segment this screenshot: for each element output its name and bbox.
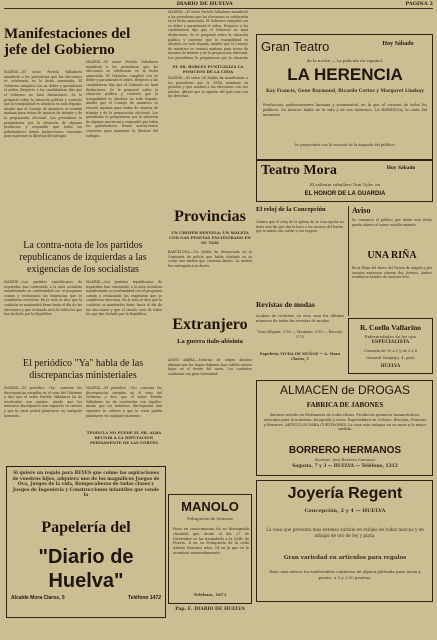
manolo-sub: Peluquería de Señoras	[187, 516, 233, 521]
provincias-subtitle: UN CHOFER DESVELA; UN MALETA CON GAS PESETAS ENCONTRADO EN SU TAXI	[169, 230, 251, 245]
article-contra-nota-col1	[4, 280, 82, 352]
column-divider	[348, 206, 349, 316]
mora-film: El valiente caballero Tom Tyler, en	[309, 182, 381, 187]
teatro-note: Se proyectará con la ovación de la mayoría del público.	[294, 143, 396, 147]
headline-modas: Revistas de modas	[256, 300, 315, 309]
article-aviso-body: Se comunica al público que desde esta fecha queda abierto el nuevo establecimiento.	[352, 218, 432, 227]
papeleria-address: Alcalde Mora Claros, 5	[11, 595, 65, 601]
headline-periodico-ya: El periódico "Ya" habla de las discrepancias ministeriales	[22, 358, 144, 381]
headline-reloj: El reloj de la Concepción	[256, 206, 326, 213]
article-provincias-body: BARCELONA.—Un chófer ha denunciado en la Comisaría de policía que había olvidado en su coche una maleta que contenía dinero. La maleta fue entregada a su dueño.	[168, 250, 252, 268]
article-rina	[352, 266, 432, 312]
ad-joyeria	[256, 480, 433, 602]
headline-robles: EL SR. ROBLES PUNTUALIZA LA POSICION DE LA CEDA	[172, 64, 244, 74]
ad-drogas	[256, 380, 433, 476]
teatro-desc: Producción poderosamente humana y sentimental, en la que el corazón de todos los públicos. Su interior habla de la vida y de sus misterios. LA HERENCIA, la cinta del momento.	[263, 103, 427, 117]
article-manifestaciones-col2	[86, 60, 158, 240]
manolo-phone: Teléfono, 1871	[193, 592, 227, 597]
article-rina-body: En la Plaza del Barco del Puerto de Alagón y por asuntos amorosos riñeron dos jóvenes. Ambos resultaron heridos de carácter leve.	[352, 266, 432, 280]
drogas-body: Extenso surtido en Perfumería de todas clases. Productos químicos farmacéuticos. Artículos para la industria, fotografía y otros. Especialidad en Colores, Brochas, Pinturas y Barnices. ARTICULOS PARA CURTIDORES. La casa más antigua en su ramo y la mejor surtida.	[263, 413, 427, 432]
article-manifestaciones-col1	[4, 70, 82, 240]
coello-city: HUELVA	[380, 363, 401, 368]
article-mid-top-body: MADRID.—El señor Portela Valladares manifestó a los periodistas que las elecciones se celebrarán en la fecha anunciada. El Gobierno cumplirá con su deber y garantizará el orden. Respecto a las candidaturas dijo que el Gobierno no hará distinciones. Se le preguntó sobre la situación política y contestó que la tranquilidad es absoluta en toda España. Añadió que el Consejo de ministros se reunirá mañana para tratar de asuntos de trámite y de la preparación electoral. Los periodistas le preguntaron por la situación	[168, 10, 248, 60]
ad-gran-teatro	[256, 34, 433, 160]
manolo-title: MANOLO	[181, 499, 239, 514]
teatro-title: Gran Teatro	[261, 39, 330, 54]
teatro-date: Hoy Sábado	[382, 41, 414, 47]
article-provincias	[168, 250, 252, 312]
coello-spec: Enfermedades de los ojos	[364, 334, 417, 339]
article-ya-body-cont: MADRID.—El periódico «Ya» comenta las discrepancias surgidas en el seno del Gobierno y dice que el señor Portela Valladares ha de resolverlas con rapidez. Añade que los ministros discrepantes han expuesto su criterio y que la crisis podría plantearse en cualquier momento.	[86, 386, 162, 418]
ad-coello	[348, 318, 433, 374]
article-manifestaciones-body-cont: MADRID.—El señor Portela Valladares manifestó a los periodistas que las elecciones se celebrarán en la fecha anunciada. El Gobierno cumplirá con su deber y garantizará el orden. Respecto a las candidaturas dijo que el Gobierno no hará distinciones. Se le preguntó sobre la situación política y contestó que la tranquilidad es absoluta en toda España. Añadió que el Consejo de ministros se reunirá mañana para tratar de asuntos de trámite y de la preparación electoral. Los periodistas le preguntaron por la situación de algunas provincias y respondió que todos los gobernadores tienen instrucciones concretas para mantener la libertad del sufragio.	[86, 60, 158, 138]
joyeria-title: Joyería Regent	[287, 485, 403, 502]
mora-title: Teatro Mora	[261, 163, 337, 178]
teatro-film-title: LA HERENCIA	[287, 65, 403, 84]
headline-provincias: Provincias	[174, 208, 246, 225]
drogas-title: ALMACEN de DROGAS	[279, 383, 411, 397]
page-header	[4, 1, 433, 9]
modas-prices: Vous élégant, 2'50 — Madame, 2'50 — Record, 2'75	[257, 330, 343, 339]
footer-imprint: Pap. E. DIARIO DE HUELVA	[175, 607, 245, 612]
article-manifestaciones-body: MADRID.—El señor Portela Valladares manifestó a los periodistas que las elecciones se celebrarán en la fecha anunciada. El Gobierno cumplirá con su deber y garantizará el orden. Respecto a las candidaturas dijo que el Gobierno no hará distinciones. Se le preguntó sobre la situación política y contestó que la tranquilidad es absoluta en toda España. Añadió que el Consejo de ministros se reunirá mañana para tratar de asuntos de trámite y de la preparación electoral. Los periodistas le preguntaron por la situación de algunas provincias y respondió que todos los gobernadores tienen instrucciones concretas para mantener la libertad del sufragio.	[4, 70, 82, 139]
joyeria-body: La casa que presenta más extenso surtido en relojes de todas marcas y en alhajas de oro de ley y plata.	[266, 527, 424, 538]
borrero-address: Sagasta, 7 y 3 — HUELVA — Teléfono, 1312	[292, 464, 398, 469]
ad-manolo	[168, 494, 252, 604]
borrero-title: BORRERO HERMANOS	[288, 445, 402, 456]
article-reloj	[256, 220, 344, 296]
headline-rina: UNA RIÑA	[367, 250, 417, 261]
mora-subtitle: EL HONOR DE LA GUARDIA	[304, 191, 386, 197]
joyeria-promo2: Esta casa ofrece los inalterables cubiertos de alpaca plateada para mesa y postre, a 3 y 2'50 pesetas.	[269, 569, 421, 580]
headline-extranjero: Extranjero	[172, 316, 248, 333]
headline-manifestaciones: Manifestaciones del jefe del Gobierno	[4, 26, 131, 58]
manolo-body: Pone en conocimiento de su distinguida clientela que desde el día 27 de Diciembre se ha trasladado a la Calle de Puerto, 4 en su Peluquería de la calle Alonso Sánchez núm. 24 en la que se le atenderá esmeradamente.	[173, 527, 249, 555]
article-extranjero	[168, 358, 252, 492]
article-robles	[168, 76, 248, 206]
article-contra-nota-body: MADRID.—Los partidos republicanos de izquierdas han contestado a la nota socialista manifestando su conformidad con el programa común y rechazando las exigencias que se consideran excesivas. En la nota se dice que la coalición se mantendrá firme hasta el día de las elecciones y que el triunfo será de todos los que han luchado por la República.	[4, 280, 82, 317]
article-ya-col2	[86, 386, 162, 426]
coello-address: General Sanjurjo, 4, pral.	[366, 355, 415, 360]
article-reloj-body: Cuenta que el reloj de la iglesia de la Concepción no tiene otro fin que dar la hora a los vecinos del barrio, que lo miran con cariño y con respeto.	[256, 220, 344, 234]
mora-date: Hoy Sábado	[386, 165, 416, 171]
borrero-successor: Sucesor: José Borrero Carrasco	[314, 457, 376, 462]
joyeria-address: Concepción, 2 y 4 — HUELVA	[304, 508, 386, 514]
article-mid-top	[168, 10, 248, 60]
header-page-number: PAGINA 2	[405, 1, 433, 7]
papeleria-title: Papelería del	[41, 519, 131, 536]
ad-papeleria	[6, 466, 166, 618]
papeleria-brand: "Diario de Huelva"	[38, 546, 134, 592]
coello-hours: Consulta de 10 a 1 y de 3 a 6	[363, 349, 417, 353]
article-contra-nota-body-cont: MADRID.—Los partidos republicanos de izquierdas han contestado a la nota socialista manifestando su conformidad con el programa común y rechazando las exigencias que se consideran excesivas. En la nota se dice que la coalición se mantendrá firme hasta el día de las elecciones y que el triunfo será de todos los que han luchado por la República.	[86, 280, 162, 317]
article-aviso	[352, 218, 432, 246]
coello-name: R. Coello Vallarino	[359, 323, 422, 332]
teatro-program: de la noche — La película en español,	[306, 58, 384, 63]
drogas-subtitle: FABRICA DE JABONES	[306, 401, 384, 409]
headline-aviso: Aviso	[352, 206, 371, 215]
coello-title: ESPECIALISTA	[371, 340, 410, 345]
article-extranjero-body: ADDIS ABEBA.—Noticias de origen abisinio afirman que las tropas italianas han sufrido nuevas bajas en el frente del norte. Los combates continúan con gran intensidad.	[168, 358, 252, 376]
papeleria-phone: Teléfono 1472	[128, 595, 161, 601]
ad-teatro-mora	[256, 160, 433, 202]
article-ya-body: MADRID.—El periódico «Ya» comenta las discrepancias surgidas en el seno del Gobierno y dice que el señor Portela Valladares ha de resolverlas con rapidez. Añade que los ministros discrepantes han expuesto su criterio y que la crisis podría plantearse en cualquier momento.	[4, 386, 82, 418]
article-robles-body: MADRID.—El señor Gil Robles ha manifestado a los periodistas que la CEDA mantiene su posición y que acudirá a las elecciones con sus aliados. Afirmó que la opinión del país está con las derechas.	[168, 76, 248, 99]
header-title: DIARIO DE HUELVA	[176, 1, 233, 7]
article-contra-nota-col2	[86, 280, 162, 352]
joyeria-promo: Gran variedad en artículos para regalos	[283, 555, 407, 561]
headline-contra-nota: La contra-nota de los partidos republicanos de izquierdas a las exigencias de los socialistas	[19, 240, 147, 275]
article-ya-col1	[4, 386, 82, 466]
teatro-cast: Kay Francis, Gene Raymond, Ricardo Cortez y Margaret Lindsay	[266, 89, 424, 94]
papeleria-intro: Si quiere un regalo para REYES que colme las aspiraciones de vuestros hijos, adquiera uno de los magníficos Juegos de Oca, Juegos de la vida, Rompecabezas de todas clases y Juegos de Ingeniería y Construcciones infantiles que vende la	[12, 471, 160, 499]
modas-address: Papelería VIUDA DE MUÑOZ — A. Mora Claros, 5	[259, 352, 341, 361]
telegram-headline: TEODULA NO PUEDE EL SR. ALBA REUNIR A LA DIPUTACION PERMANENTE DE LAS CORTES	[86, 430, 162, 445]
extranjero-subtitle: La guerra ítalo-abisinia	[177, 338, 243, 345]
modas-body: Acaban de recibirse en esta casa los últimos números de todas las revistas de modas.	[256, 314, 344, 323]
